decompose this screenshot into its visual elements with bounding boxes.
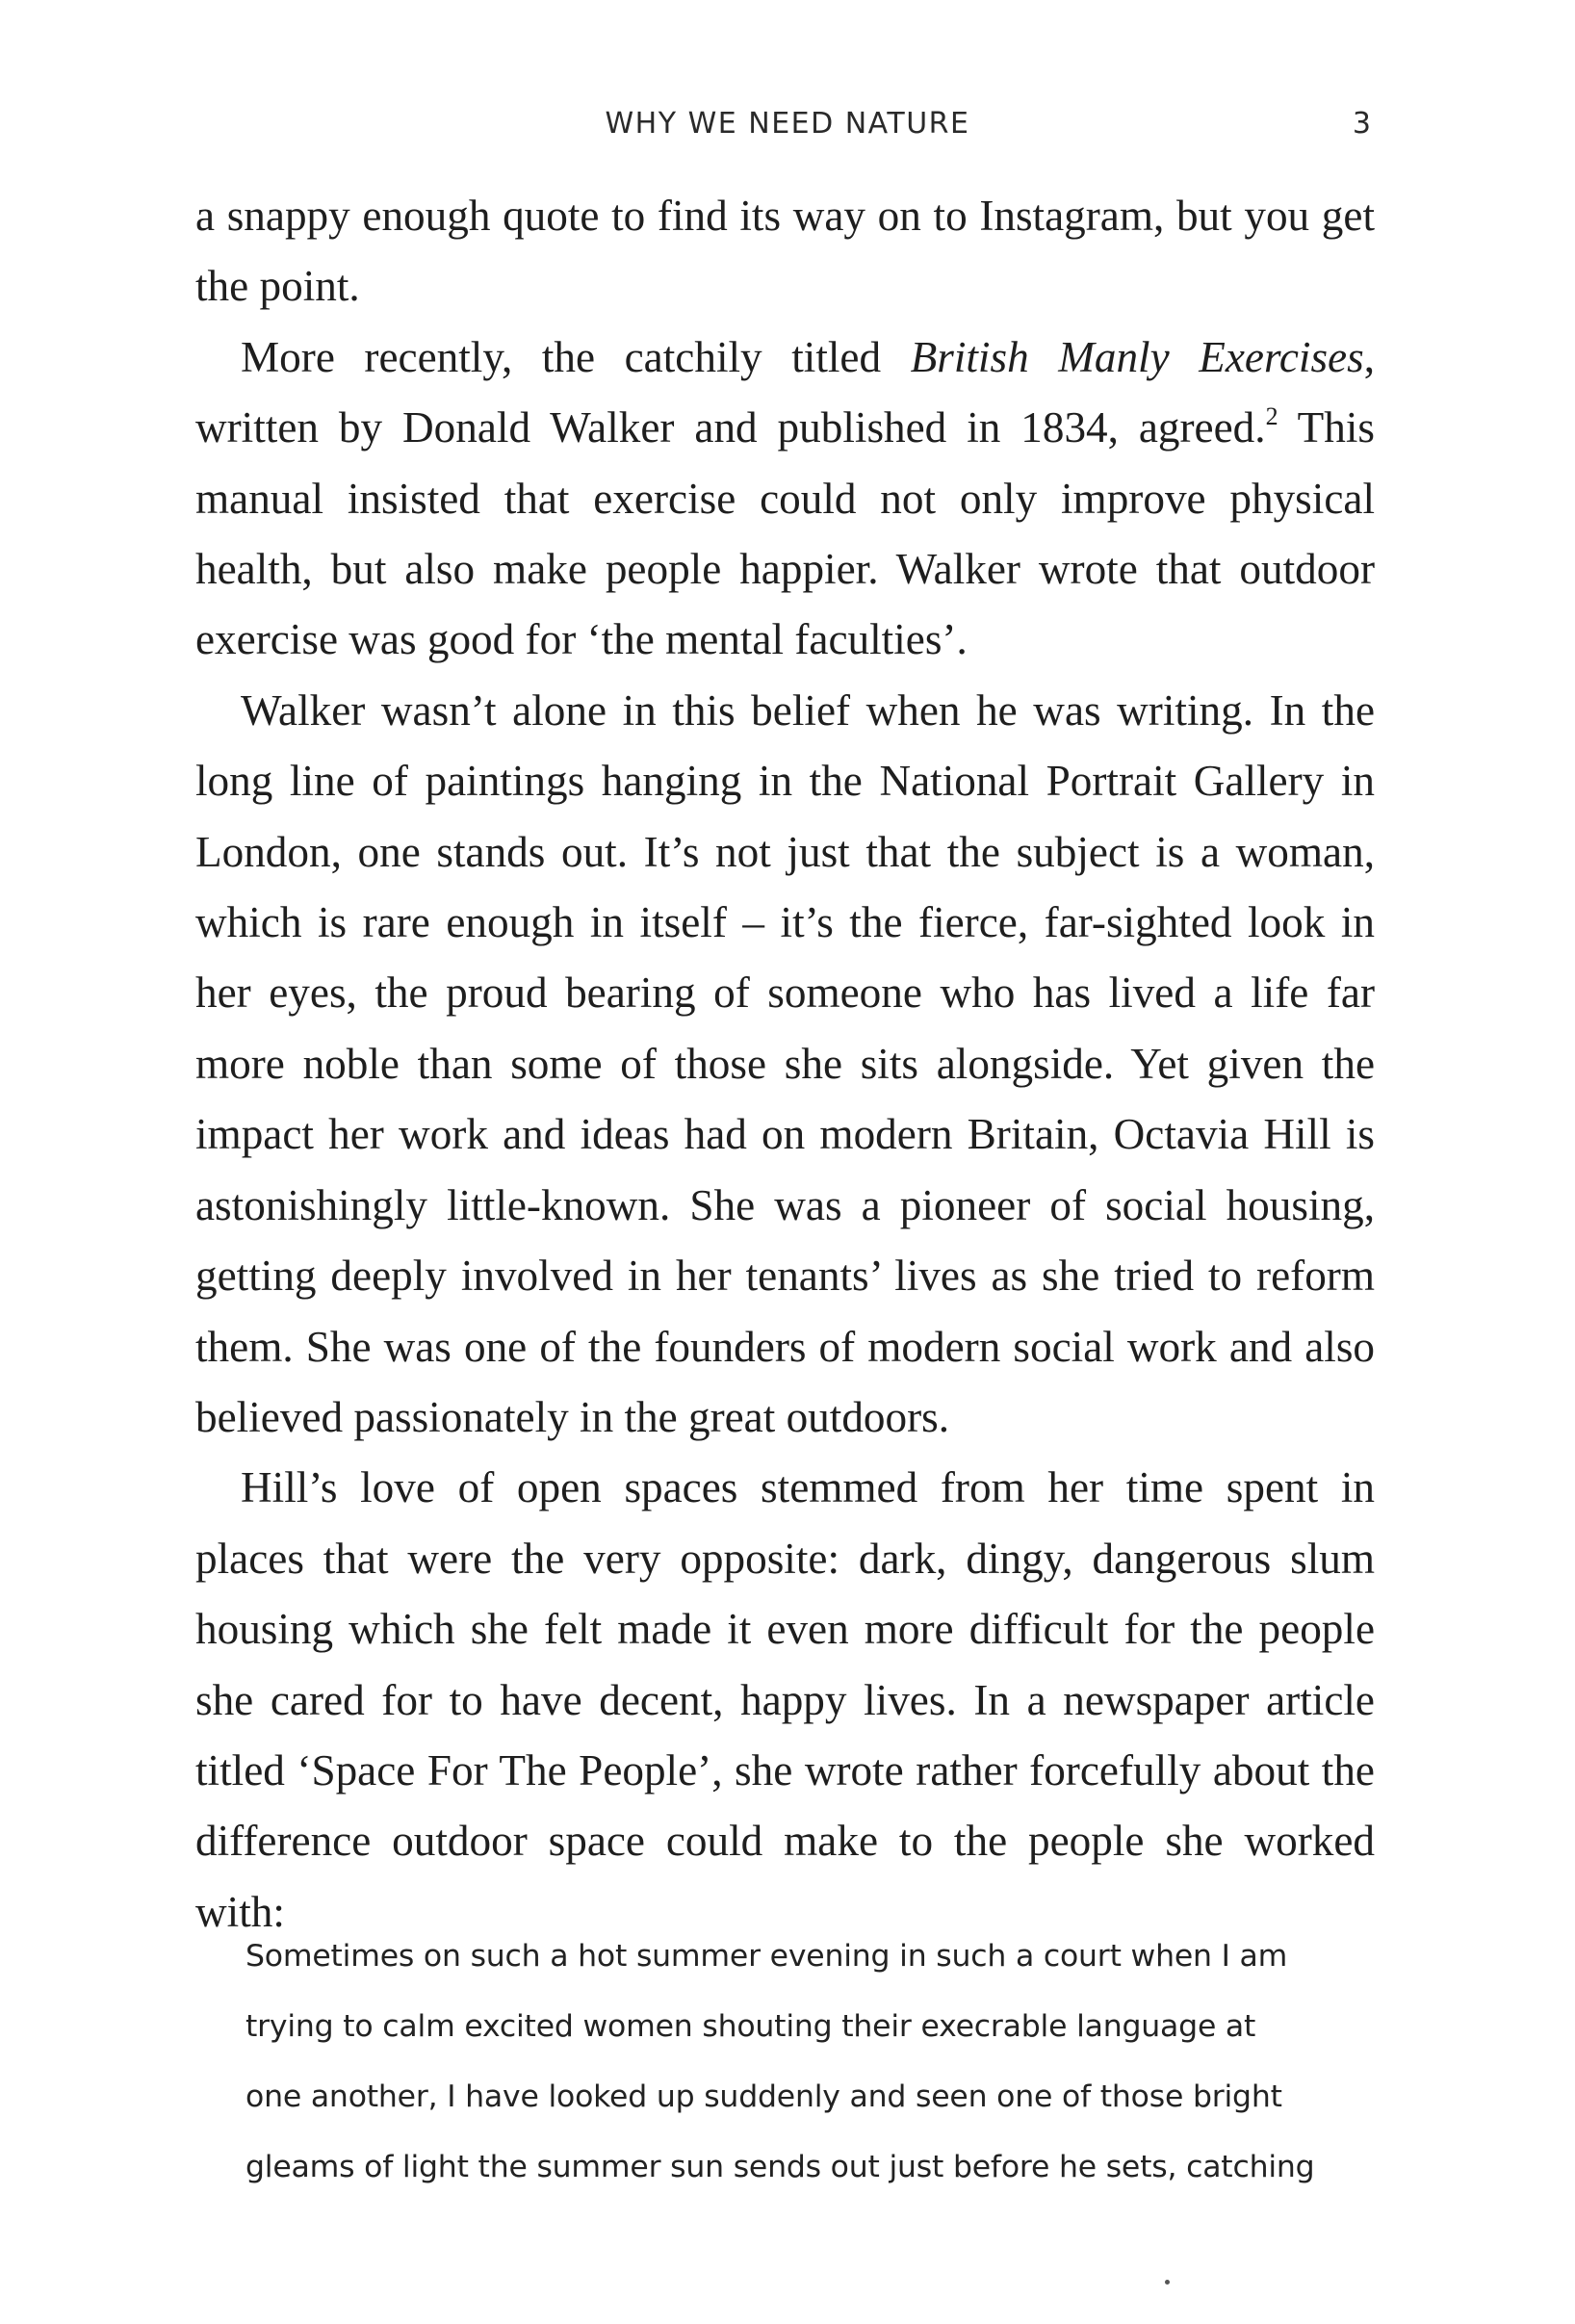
paragraph-1: a snappy enough quote to find its way on to Instagram, but you get the point. — [195, 192, 1375, 311]
quote-line: trying to calm excited women shouting their execrable language at — [245, 2009, 1256, 2044]
quote-line: Sometimes on such a hot summer evening in such a court when I am — [245, 1939, 1288, 1974]
paragraph-2-text-a: More recently, the catchily titled — [241, 332, 911, 381]
paragraph-2-text-b: , written by Donald Walker and published in 1834, agreed. — [195, 332, 1375, 452]
paragraph-2-text-c: This manual insisted that exercise could not only improve physical health, but also make people happier. Walker wrote that outdoor exercise was good for ‘the mental faculties’. — [195, 403, 1375, 664]
footnote-reference[interactable]: 2 — [1265, 402, 1278, 431]
paragraph-2 — [195, 323, 1375, 676]
book-title: British Manly Exercises — [910, 332, 1364, 381]
quote-line: gleams of light the summer sun sends out just before he sets, catching — [245, 2150, 1315, 2184]
scan-speck — [1165, 2280, 1170, 2285]
body-text — [195, 181, 1375, 1948]
paragraph-3: Walker wasn’t alone in this belief when he was writing. In the long line of paintings hanging in the National Portrait Gallery in London, one stands out. It’s not just that the subject is a woman, which is rare enough in itself – it’s the fierce, far-sighted look in her eyes, the proud bearing of someone who has lived a life far more noble than some of those she sits alongside. Yet given the impact her work and ideas had on modern Britain, Octavia Hill is astonishingly little-known. She was a pioneer of social housing, getting deeply involved in her tenants’ lives as she tried to reform them. She was one of the founders of modern social work and also believed passionately in the great outdoors. — [195, 685, 1375, 1441]
running-title: WHY WE NEED NATURE — [605, 107, 970, 141]
page-number: 3 — [1352, 107, 1371, 141]
block-quote — [245, 1922, 1343, 2203]
paragraph-4: Hill’s love of open spaces stemmed from her time spent in places that were the very opposite: dark, dingy, dangerous slum housing which she felt made it even more difficult for the people she cared for to have decent, happy lives. In a newspaper article titled ‘Space For The People’, she wrote rather forcefully about the difference outdoor space could make to the people she worked with: — [195, 1463, 1375, 1936]
quote-line: one another, I have looked up suddenly and seen one of those bright — [245, 2079, 1282, 2114]
running-head — [0, 101, 1575, 147]
